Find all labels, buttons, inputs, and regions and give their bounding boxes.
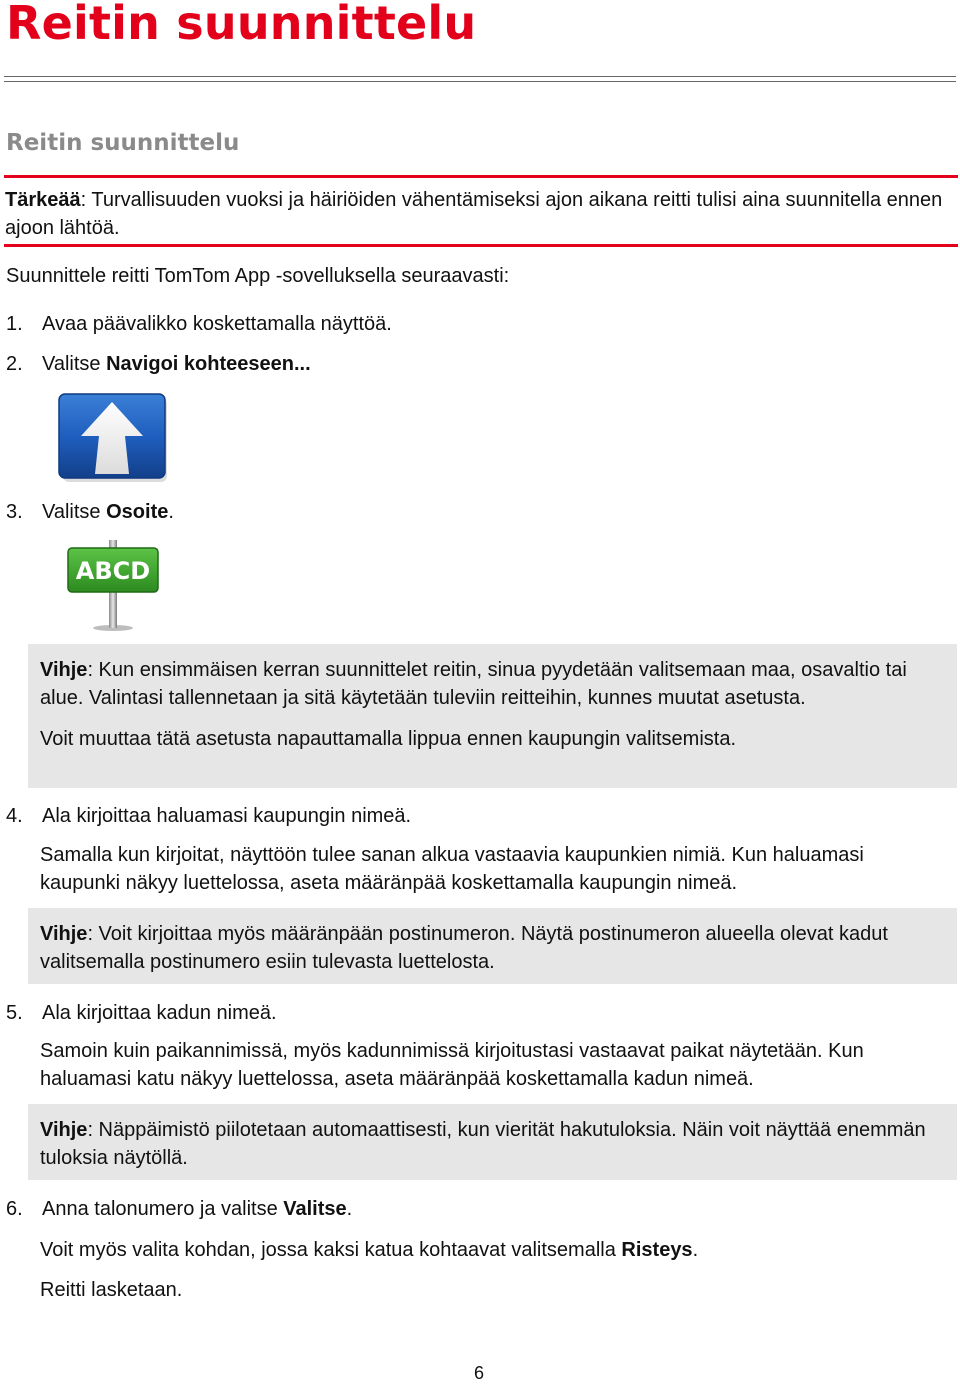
step-4-text: Ala kirjoittaa haluamasi kaupungin nimeä. [42, 805, 412, 827]
step-3-suffix: . [168, 501, 174, 523]
navigate-arrow-icon [57, 392, 171, 484]
tip-box-3 [28, 1104, 957, 1180]
step-3-number: 3. [6, 501, 23, 523]
tip-1-text [40, 656, 943, 712]
step-6-option: Valitse [283, 1198, 347, 1220]
important-text: : Turvallisuuden vuoksi ja häiriöiden vähentämiseksi ajon aikana reitti tulisi aina suunnitella ennen ajoon lähtöä. [5, 189, 943, 239]
step-6-text [42, 1195, 352, 1223]
step-6-prefix: Anna talonumero ja valitse [42, 1198, 284, 1220]
step-3-text [42, 498, 174, 526]
intro-text: Suunnittele reitti TomTom App -sovelluksella seuraavasti: [6, 265, 510, 287]
tip-box-2 [28, 908, 957, 984]
page-title: Reitin suunnittelu [6, 0, 477, 50]
step-2-option: Navigoi kohteeseen... [106, 353, 311, 375]
step-5-number: 5. [6, 1002, 23, 1024]
step-3-prefix: Valitse [42, 501, 107, 523]
step-6-number: 6. [6, 1198, 23, 1220]
step-4-number: 4. [6, 805, 23, 827]
tip-1-label: Vihje [40, 659, 88, 681]
step-6-suffix: . [346, 1198, 353, 1220]
step-2-text [42, 350, 311, 378]
tip-box-1 [28, 644, 957, 788]
step-1-number: 1. [6, 313, 23, 335]
step-2-number: 2. [6, 353, 23, 375]
important-label: Tärkeää [5, 189, 81, 211]
tip-3-body: : Näppäimistö piilotetaan automaattisesti, kun vierität hakutuloksia. Näin voit näyttää enemmän tuloksia näytöllä. [40, 1119, 926, 1169]
step-6-detail-option: Risteys [621, 1239, 693, 1261]
address-sign-text: ABCD [75, 557, 151, 585]
step-6-detail-prefix: Voit myös valita kohdan, jossa kaksi katua kohtaavat valitsemalla [40, 1239, 622, 1261]
step-6-detail-suffix: . [692, 1239, 699, 1261]
title-divider [4, 76, 956, 82]
step-3-option: Osoite [106, 501, 169, 523]
tip-3-text [40, 1116, 943, 1172]
result-text: Reitti lasketaan. [40, 1279, 183, 1301]
tip-2-body: : Voit kirjoittaa myös määränpään postinumeron. Näytä postinumeron alueella olevat kadut valitsemalla postinumero esiin tulevasta luettelosta. [40, 923, 888, 973]
tip-1-body: : Kun ensimmäisen kerran suunnittelet reitin, sinua pyydetään valitsemaan maa, osavaltio tai alue. Valintasi tallennetaan ja sitä käytetään tuleviin reitteihin, kunnes muutat asetusta. [40, 659, 907, 709]
step-4-detail: Samalla kun kirjoitat, näyttöön tulee sanan alkua vastaavia kaupunkien nimiä. Kun haluamasi kaupunki näkyy luettelossa, aseta määränpää koskettamalla kaupungin nimeä. [40, 844, 864, 894]
tip-1-extra: Voit muuttaa tätä asetusta napauttamalla lippua ennen kaupungin valitsemista. [40, 728, 737, 750]
step-5-text: Ala kirjoittaa kadun nimeä. [42, 1002, 277, 1024]
important-note [4, 175, 958, 247]
step-2-prefix: Valitse [42, 353, 107, 375]
page-number: 6 [474, 1363, 485, 1383]
tip-3-label: Vihje [40, 1119, 88, 1141]
step-5-detail: Samoin kuin paikannimissä, myös kadunnimissä kirjoitustasi vastaavat paikat näytetään. Kun haluamasi katu näkyy luettelossa, aseta määränpää koskettamalla kadun nimeä. [40, 1040, 864, 1090]
address-sign-icon [66, 540, 166, 632]
section-heading: Reitin suunnittelu [6, 130, 240, 156]
tip-2-text [40, 920, 943, 976]
step-1-text: Avaa päävalikko koskettamalla näyttöä. [42, 313, 392, 335]
tip-2-label: Vihje [40, 923, 88, 945]
step-6-detail [40, 1236, 698, 1264]
